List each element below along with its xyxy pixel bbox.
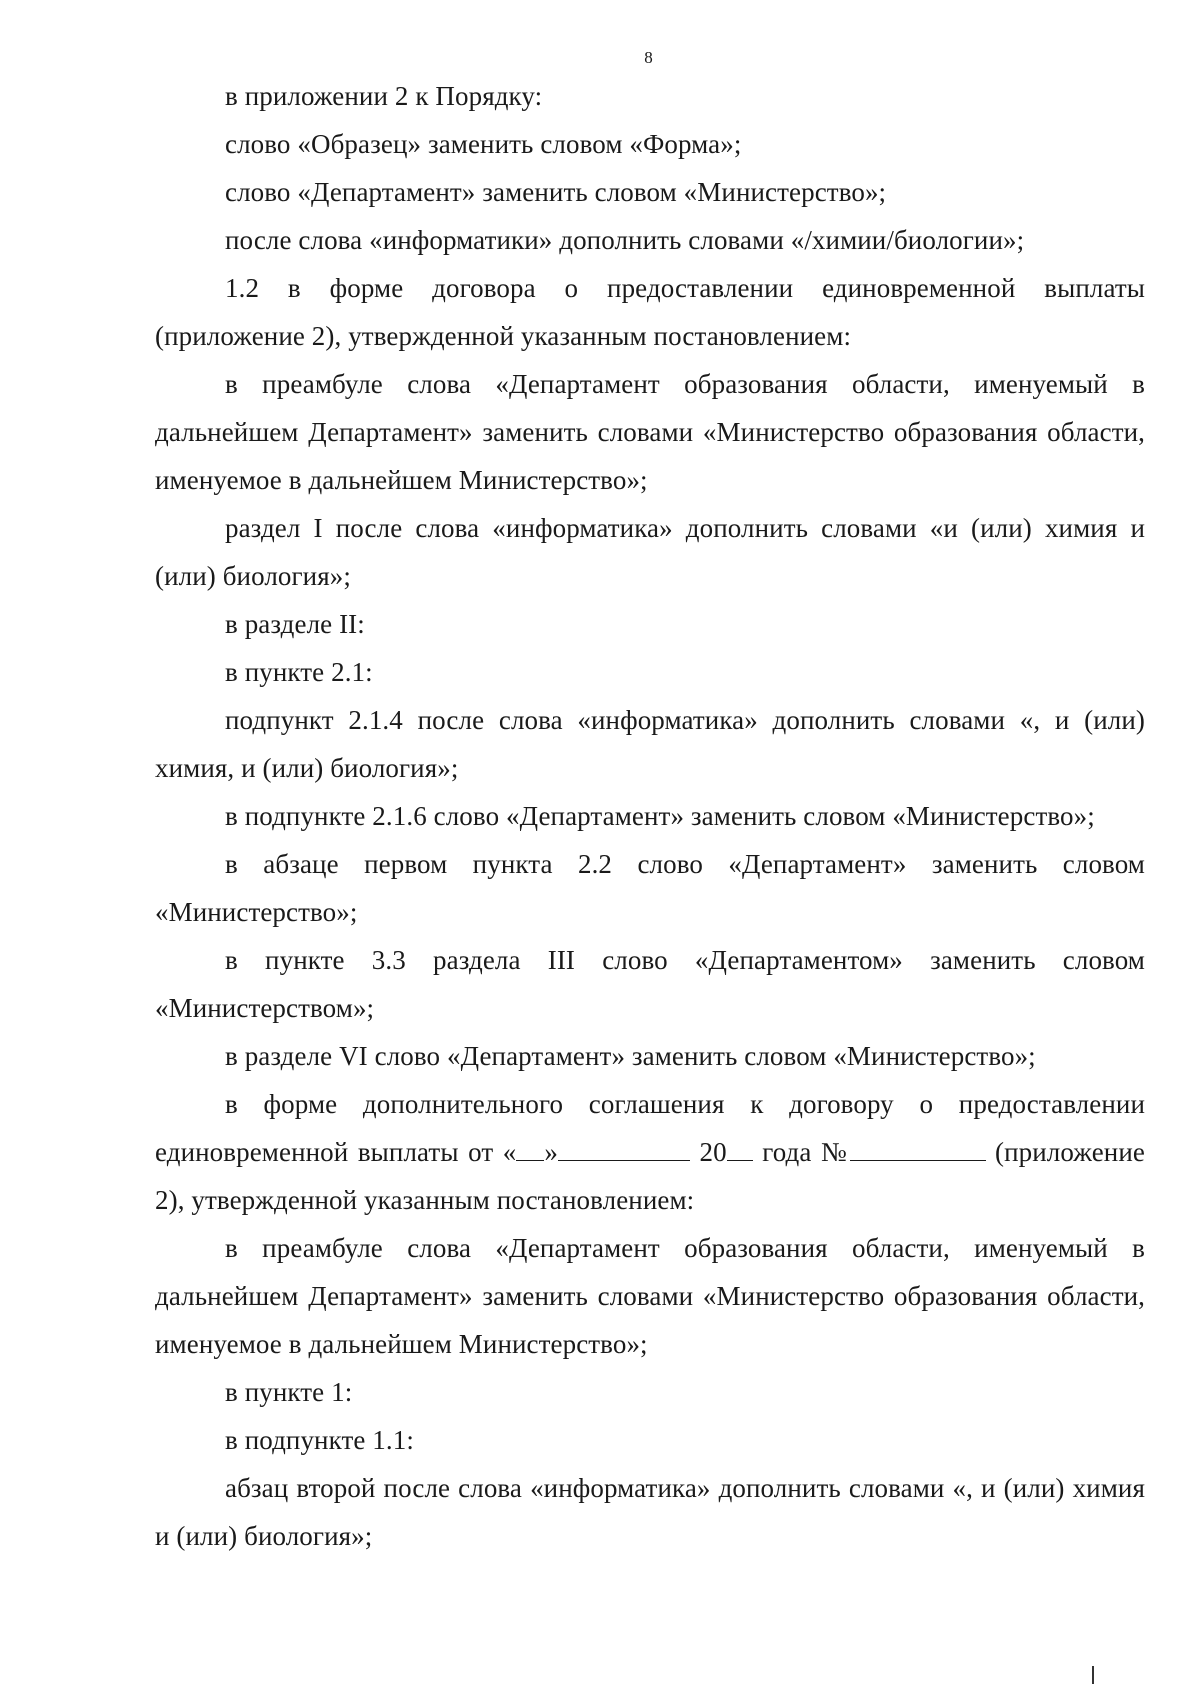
paragraph: в пункте 1: (225, 1377, 353, 1407)
paragraph: в разделе II: (225, 609, 365, 639)
form-text-3: 20 (689, 1137, 727, 1167)
form-text-4: года № (752, 1137, 850, 1167)
form-text-2: » (544, 1137, 558, 1167)
paragraph: после слова «информатики» дополнить словами «/химии/биологии»; (225, 225, 1025, 255)
paragraph: в пункте 2.1: (225, 657, 373, 687)
paragraph: слово «Департамент» заменить словом «Министерство»; (225, 177, 887, 207)
form-paragraph (155, 1080, 1145, 1224)
form-text-1: в форме дополнительного соглашения к договору о предоставлении единовременной выплаты от « (155, 1089, 1145, 1167)
paragraph: слово «Образец» заменить словом «Форма»; (225, 129, 742, 159)
paragraph: подпункт 2.1.4 после слова «информатика» дополнить словами «, и (или) химия, и (или) биология»; (155, 705, 1145, 783)
form-text-5: (приложение 2), утвержденной указанным постановлением: (155, 1137, 1145, 1215)
scan-mark (1092, 1666, 1094, 1684)
paragraph: в преамбуле слова «Департамент образования области, именуемый в дальнейшем Департамент» заменить словами «Министерство образования области, именуемое в дальнейшем Министерство»; (155, 1233, 1145, 1359)
paragraph: в приложении 2 к Порядку: (225, 81, 543, 111)
document-body (155, 72, 1145, 1560)
blank-month (558, 1136, 690, 1161)
paragraph: в разделе VI слово «Департамент» заменить словом «Министерство»; (225, 1041, 1036, 1071)
paragraph: в подпункте 2.1.6 слово «Департамент» заменить словом «Министерство»; (225, 801, 1095, 831)
paragraph: раздел I после слова «информатика» дополнить словами «и (или) химия и (или) биология»; (155, 513, 1145, 591)
blank-year (727, 1136, 753, 1161)
paragraph: в подпункте 1.1: (225, 1425, 414, 1455)
blank-number (850, 1136, 986, 1161)
paragraph: абзац второй после слова «информатика» дополнить словами «, и (или) химия и (или) биология»; (155, 1473, 1145, 1551)
paragraph: в абзаце первом пункта 2.2 слово «Департамент» заменить словом «Министерство»; (155, 849, 1145, 927)
paragraph: в пункте 3.3 раздела III слово «Департаментом» заменить словом «Министерством»; (155, 945, 1145, 1023)
page-number: 8 (644, 48, 653, 67)
blank-day (516, 1136, 544, 1161)
paragraph: в преамбуле слова «Департамент образования области, именуемый в дальнейшем Департамент» заменить словами «Министерство образования области, именуемое в дальнейшем Министерство»; (155, 369, 1145, 495)
paragraph: 1.2 в форме договора о предоставлении единовременной выплаты (приложение 2), утвержденной указанным постановлением: (155, 273, 1145, 351)
